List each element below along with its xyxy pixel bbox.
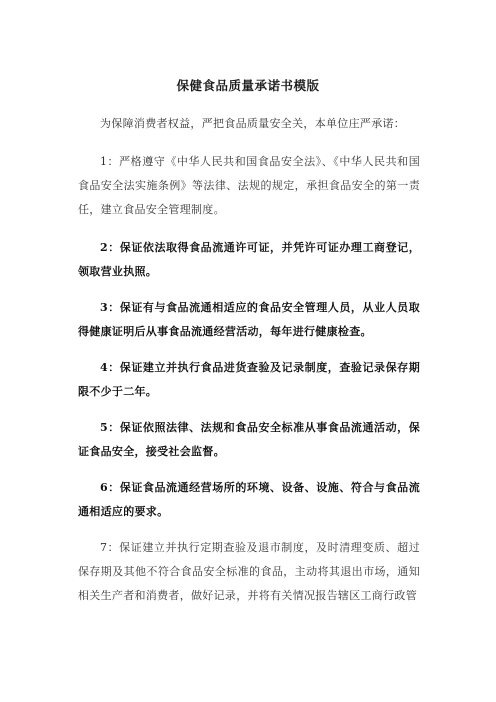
clause-7-paragraph: 7：保证建立并执行定期查验及退市制度，及时清理变质、超过保存期及其他不符合食品安全标准的食品，主动将其退出市场，通知相关生产者和消费者，做好记录，并将有关情况报告辖区工商行政管 [78, 541, 420, 602]
clause-3-paragraph: 3：保证有与食品流通相适应的食品安全管理人员，从业人员取得健康证明后从事食品流通经营活动，每年进行健康检查。 [78, 301, 420, 338]
clause-1-paragraph: 1：严格遵守《中华人民共和国食品安全法》、《中华人民共和国食品安全法实施条例》等法律、法规的规定，承担食品安全的第一责任，建立食品安全管理制度。 [78, 155, 420, 216]
clause-5-paragraph: 5：保证依照法律、法规和食品安全标准从事食品流通活动，保证食品安全，接受社会监督。 [78, 421, 420, 458]
clause-2-paragraph: 2：保证依法取得食品流通许可证，并凭许可证办理工商登记，领取营业执照。 [78, 241, 420, 278]
document-body [78, 112, 420, 608]
clause-6-paragraph: 6：保证食品流通经营场所的环境、设备、设施、符合与食品流通相适应的要求。 [78, 481, 420, 518]
clause-4-paragraph: 4：保证建立并执行食品进货查验及记录制度，查验记录保存期限不少于二年。 [78, 361, 420, 398]
intro-paragraph: 为保障消费者权益，严把食品质量安全关，本单位庄严承诺： [100, 117, 406, 130]
document-title: 保健食品质量承诺书模版 [176, 78, 320, 93]
